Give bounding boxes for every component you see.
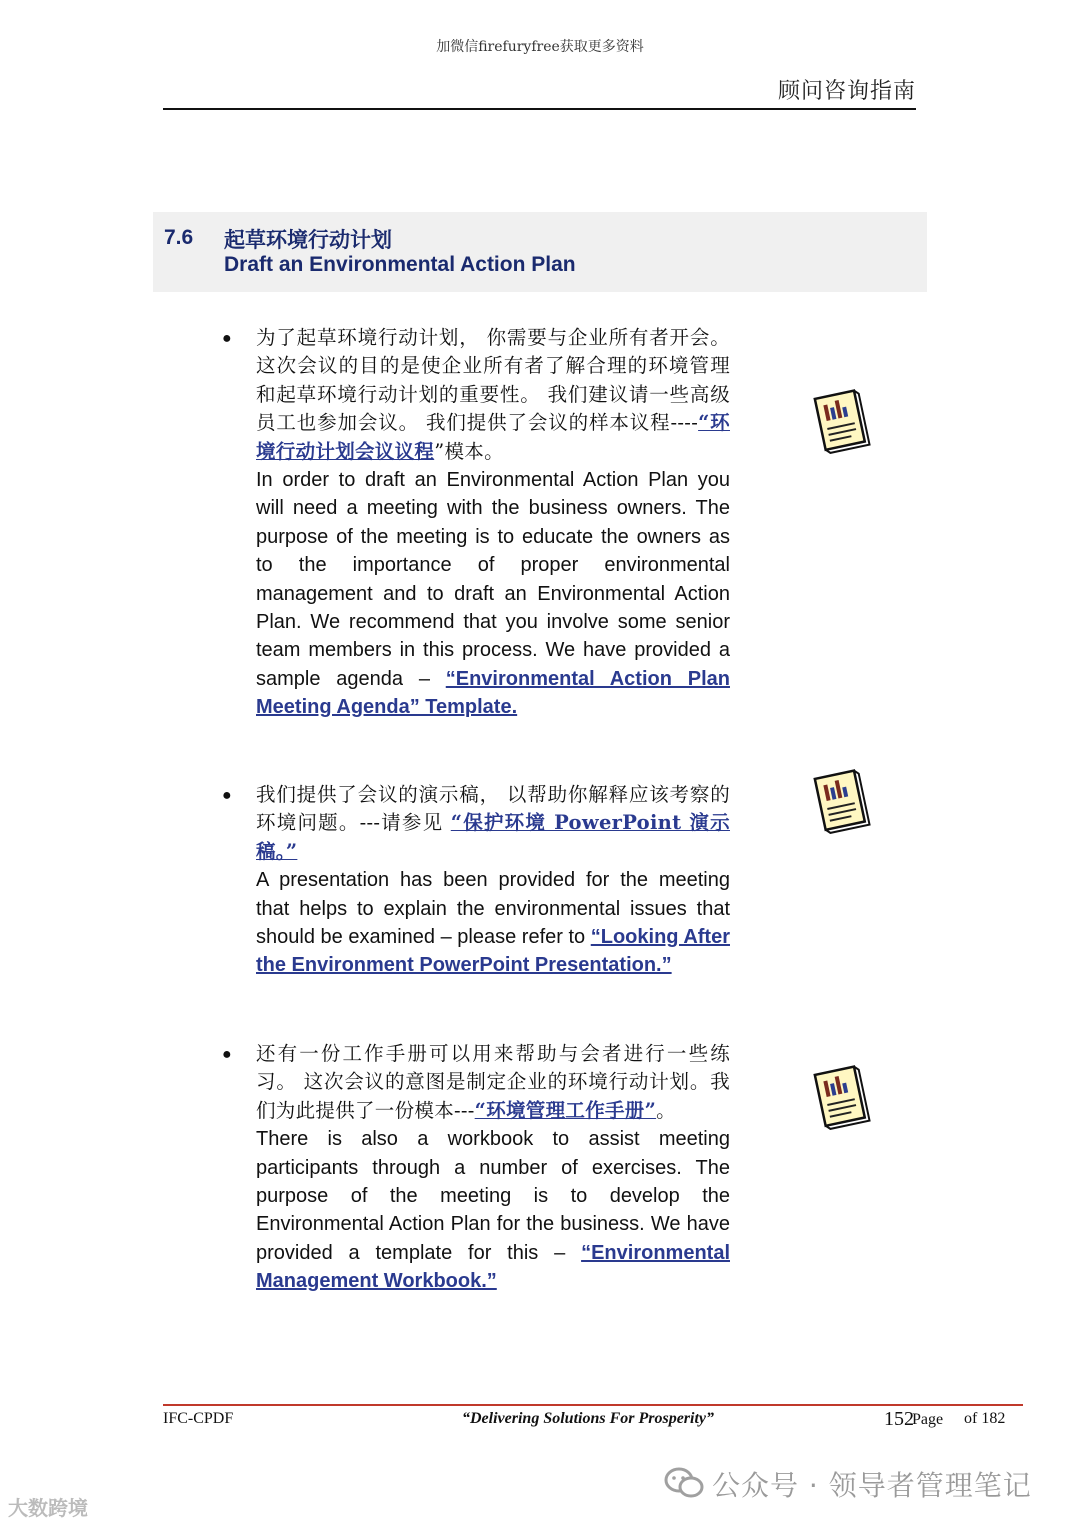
workbook-link-cn[interactable]: “环境管理工作手册” xyxy=(474,1098,657,1122)
page-number: 152 xyxy=(884,1408,914,1430)
meeting-agenda-link-cn[interactable]: “环境行动计划会议议程 xyxy=(256,411,730,463)
bullet-text xyxy=(256,1040,730,1296)
meeting-agenda-link[interactable]: “Environmental Action Plan Meeting Agenda” Template. xyxy=(256,667,730,719)
bullet-text xyxy=(256,781,730,980)
workbook-link[interactable]: “Environmental Management Workbook.” xyxy=(256,1241,730,1293)
bullet-icon: ● xyxy=(222,787,232,804)
corner-watermark: 大数跨境 xyxy=(8,1496,88,1520)
header-rule xyxy=(163,108,916,110)
bullet-cn-after: ”模本。 xyxy=(434,439,504,463)
guide-title: 顾问咨询指南 xyxy=(777,79,916,104)
wechat-watermark: 公众号 · 领导者管理笔记 xyxy=(712,1469,1032,1502)
section-title-en: Draft an Environmental Action Plan xyxy=(224,253,576,276)
powerpoint-link-cn[interactable]: “保护环境 PowerPoint 演示稿。” xyxy=(256,811,730,863)
section-title-cn: 起草环境行动计划 xyxy=(224,229,392,252)
wechat-icon xyxy=(664,1466,704,1500)
powerpoint-link[interactable]: “Looking After the Environment PowerPoint Presentation.” xyxy=(256,926,730,977)
bullet-cn-text: 为了起草环境行动计划， 你需要与企业所有者开会。 这次会议的目的是使企业所有者了解合理的环境管理和起草环境行动计划的重要性。 我们建议请一些高级员工也参加会议。 我们提供了会议的样本议程---- xyxy=(256,326,730,435)
section-number: 7.6 xyxy=(164,226,194,249)
bullet-text xyxy=(256,324,730,722)
bullet-icon: ● xyxy=(222,330,232,347)
document-icon xyxy=(810,1064,872,1130)
footer-org: IFC-CPDF xyxy=(163,1410,234,1427)
bullet-cn-text: 还有一份工作手册可以用来帮助与会者进行一些练习。 这次会议的意图是制定企业的环境行动计划。我们为此提供了一份模本--- xyxy=(256,1042,730,1122)
bullet-en-text: In order to draft an Environmental Action Plan you will need a meeting with the business owners. The purpose of the meeting is to educate the owners as to the importance of proper environmental management and to draft an Environmental Action Plan. We recommend that you involve some senior team members in this process. We have provided a sample agenda – xyxy=(256,469,730,690)
bullet-cn-text: 我们提供了会议的演示稿， 以帮助你解释应该考察的环境问题。---请参见 xyxy=(256,783,730,835)
bullet-icon: ● xyxy=(222,1046,232,1063)
footer-rule xyxy=(163,1404,1023,1406)
document-icon xyxy=(810,388,872,454)
document-icon xyxy=(810,768,872,834)
footer-slogan: “Delivering Solutions For Prosperity” xyxy=(462,1410,715,1427)
bullet-en-text: A presentation has been provided for the meeting that helps to explain the environmental issues that should be examined – please refer to xyxy=(256,869,730,949)
watermark-text: 加微信firefuryfree获取更多资料 xyxy=(436,39,644,55)
bullet-en-text: There is also a workbook to assist meeting participants through a number of exercises. The purpose of the meeting is to develop the Environmental Action Plan for the business. We have provided a template for this – xyxy=(256,1128,730,1264)
page-label: Page xyxy=(912,1411,944,1428)
bullet-cn-after: 。 xyxy=(656,1098,676,1122)
page-total: of 182 xyxy=(964,1410,1006,1427)
